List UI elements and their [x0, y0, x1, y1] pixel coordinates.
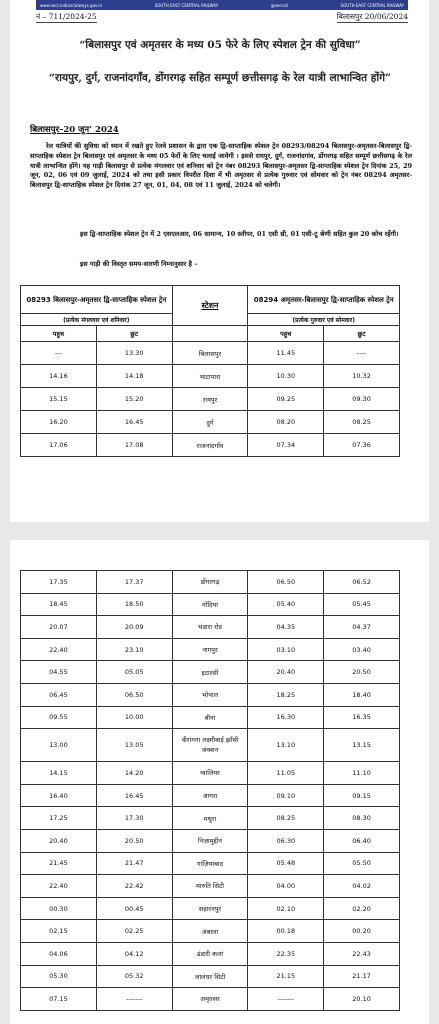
timetable-row	[21, 365, 400, 388]
down-departure-cell: 22.43	[324, 942, 400, 965]
schedule-intro: इस गाड़ी की विस्तृत समय-सारणी निम्नानुसार है –	[80, 260, 198, 268]
up-arrival-cell: 16.40	[21, 784, 97, 807]
timetable-row	[21, 784, 400, 807]
up-arrival-cell: 14.16	[21, 365, 97, 388]
down-arrival-cell: 21.15	[248, 965, 324, 988]
up-departure-cell: 00.45	[96, 897, 172, 920]
down-arrival-cell: 05.40	[248, 593, 324, 616]
timetable-row	[21, 434, 400, 457]
down-arrival-cell: 11.05	[248, 762, 324, 785]
station-cell: गाज़ियाबाद	[172, 852, 248, 875]
station-cell: इटारसी	[172, 661, 248, 684]
up-arrival-cell: 07.15	[21, 988, 97, 1011]
down-departure-cell: 03.40	[324, 638, 400, 661]
up-departure-cell: 06.50	[96, 683, 172, 706]
down-arrival-cell: 02.10	[248, 897, 324, 920]
dateline: बिलासपुर–20 जून’ 2024	[30, 125, 119, 135]
down-arrival-cell: 04.00	[248, 875, 324, 898]
timetable-part-1	[20, 285, 400, 457]
station-cell: ग्वालियर	[172, 762, 248, 785]
station-cell: ढंडारी कलां	[172, 942, 248, 965]
down-arrival-cell: 07.34	[248, 434, 324, 457]
up-arrival-cell: 09.55	[21, 706, 97, 729]
down-arrival-cell: 10.30	[248, 365, 324, 388]
letterhead-strip	[36, 0, 408, 10]
station-cell: वीरांगना लक्ष्मीबाई झाँसी जंक्शन	[172, 729, 248, 762]
up-arrival-cell: 20.40	[21, 829, 97, 852]
down-departure-cell: 13.15	[324, 729, 400, 762]
up-departure-cell: 20.50	[96, 829, 172, 852]
down-departure-cell: 08.30	[324, 807, 400, 830]
up-arrival-cell: 05.30	[21, 965, 97, 988]
station-cell: डोंगरगढ़	[172, 571, 248, 594]
up-departure-cell: 14.20	[96, 762, 172, 785]
down-arrival-cell: 08.25	[248, 807, 324, 830]
up-departure-cell: 14.18	[96, 365, 172, 388]
timetable-row	[21, 988, 400, 1011]
up-departure-cell: 13.05	[96, 729, 172, 762]
up-arrival-cell: 22.40	[21, 875, 97, 898]
down-arrival-cell: 09.10	[248, 784, 324, 807]
down-arrival-cell: 00.18	[248, 920, 324, 943]
station-cell: गोंदिया	[172, 593, 248, 616]
down-arrival-cell: 06.50	[248, 571, 324, 594]
down-departure-cell: 09.15	[324, 784, 400, 807]
down-depart-header: छुट	[324, 326, 400, 342]
timetable-row	[21, 638, 400, 661]
up-arrival-cell: 18.45	[21, 593, 97, 616]
timetable-row	[21, 875, 400, 898]
down-arrive-header: पहुच	[248, 326, 324, 342]
up-arrival-cell: 00.30	[21, 897, 97, 920]
down-departure-cell: 02.20	[324, 897, 400, 920]
up-arrival-cell: 16.20	[21, 411, 97, 434]
down-arrival-cell: 16.30	[248, 706, 324, 729]
down-departure-cell: ----	[324, 342, 400, 365]
station-cell: भोपाल	[172, 683, 248, 706]
timetable-row	[21, 616, 400, 639]
down-departure-cell: 08.25	[324, 411, 400, 434]
up-departure-cell: 18.50	[96, 593, 172, 616]
down-departure-cell: 11.10	[324, 762, 400, 785]
down-departure-cell: 07.36	[324, 434, 400, 457]
down-arrival-cell: 03.10	[248, 638, 324, 661]
station-cell: आगरा	[172, 784, 248, 807]
station-cell: निज़ामुद्दीन	[172, 829, 248, 852]
up-departure-cell: 17.08	[96, 434, 172, 457]
website-text: www.secr.indianrailways.gov.in	[40, 2, 103, 8]
down-train-header: 08294 अमृतसर-बिलासपुर द्वि-साप्ताहिक स्पेशल ट्रेन	[248, 286, 400, 314]
timetable-row	[21, 829, 400, 852]
up-arrival-cell: 17.35	[21, 571, 97, 594]
timetable-row	[21, 342, 400, 365]
station-cell: रायपुर	[172, 388, 248, 411]
timetable-row	[21, 661, 400, 684]
station-cell: सहारनपुर	[172, 897, 248, 920]
up-arrive-header: पहुच	[21, 326, 97, 342]
down-departure-cell: 21.17	[324, 965, 400, 988]
timetable-row	[21, 965, 400, 988]
up-train-days: (प्रत्येक मंगलवार एवं शनिवार)	[21, 314, 173, 326]
down-arrival-cell: 09.25	[248, 388, 324, 411]
up-departure-cell: 15.20	[96, 388, 172, 411]
up-arrival-cell: 14.15	[21, 762, 97, 785]
down-departure-cell: 16.35	[324, 706, 400, 729]
down-departure-cell: 10.32	[324, 365, 400, 388]
timetable-part-2	[20, 570, 400, 1011]
strip-railway-name: SOUTH EAST CENTRAL RAILWAY	[154, 2, 219, 8]
up-arrival-cell: 15.15	[21, 388, 97, 411]
up-arrival-cell: 21.45	[21, 852, 97, 875]
down-departure-cell: 05.50	[324, 852, 400, 875]
up-train-header: 08293 बिलासपुर-अमृतसर द्वि-साप्ताहिक स्पेशल ट्रेन	[21, 286, 173, 314]
up-arrival-cell: 13.00	[21, 729, 97, 762]
down-departure-cell: 04.37	[324, 616, 400, 639]
down-departure-cell: 06.40	[324, 829, 400, 852]
timetable-row	[21, 571, 400, 594]
letterhead-band	[36, 0, 408, 21]
station-header: स्टेशन	[172, 286, 248, 326]
up-departure-cell: 05.05	[96, 661, 172, 684]
up-arrival-cell: 02.15	[21, 920, 97, 943]
station-cell: अमृतसर	[172, 988, 248, 1011]
down-departure-cell: 04.02	[324, 875, 400, 898]
station-cell: मथुरा	[172, 807, 248, 830]
timetable-row	[21, 807, 400, 830]
up-departure-cell: 02.25	[96, 920, 172, 943]
up-departure-cell: 04.12	[96, 942, 172, 965]
station-cell: बीना	[172, 706, 248, 729]
timetable-row	[21, 897, 400, 920]
station-cell: अंबाला	[172, 920, 248, 943]
station-cell: राजनांदगाँव	[172, 434, 248, 457]
down-arrival-cell: 22.35	[248, 942, 324, 965]
body-paragraph-1: रेल यात्रियों की सुविधा को ध्यान में रखते हुए रेलवे प्रशासन के द्वारा एक द्वि-साप्ताहिक स्पेशल ट्रेन 08293/08294 बिलासपुर-अमृतसर-बिलासपुर द्वि-साप्ताहिक स्पेशल ट्रेन बिलासपुर एवं अमृतसर के मध्य 05 फेरों के लिए चलाई जायेगी । इससे रायपुर, दुर्ग, राजनांदगांव, डोंगरगढ़ सहित सम्पूर्ण छत्तीसगढ़ के रेल यात्री लाभान्वित होंगे। यह गाड़ी बिलासपुर से प्रत्येक मंगलवार एवं शनिवार को ट्रेन नंबर 08293 बिलासपुर-अमृतसर द्वि-साप्ताहिक स्पेशल ट्रेन दिनांक 25, 29 जून, 02, 06 एवं 09 जुलाई, 2024 को तथा इसी प्रकार विपरीत दिशा में भी अमृतसर से प्रत्येक गुरुवार एवं सोमवार को ट्रेन नंबर 08294 अमृतसर-बिलासपुर द्वि-साप्ताहिक स्पेशल ट्रेन दिनांक 27 जून, 01, 04, 08 एवं 11 जुलाई, 2024 को चलेगी।	[30, 142, 412, 190]
down-train-days: (प्रत्येक गुरुवार एवं सोमवार)	[248, 314, 400, 326]
timetable-row	[21, 762, 400, 785]
up-arrival-cell: 06.45	[21, 683, 97, 706]
up-departure-cell: 22.42	[96, 875, 172, 898]
up-departure-cell: 10.00	[96, 706, 172, 729]
reference-number: नं – 711/2024-25	[36, 12, 97, 21]
up-departure-cell: 17.37	[96, 571, 172, 594]
down-arrival-cell: 08.20	[248, 411, 324, 434]
station-cell: जालंधर सिटी	[172, 965, 248, 988]
up-departure-cell: 05.32	[96, 965, 172, 988]
station-blank	[172, 326, 248, 342]
down-departure-cell: 00.20	[324, 920, 400, 943]
up-arrival-cell: 20.07	[21, 616, 97, 639]
down-arrival-cell: 05.48	[248, 852, 324, 875]
down-arrival-cell: 18.25	[248, 683, 324, 706]
timetable-row	[21, 729, 400, 762]
timetable-row	[21, 920, 400, 943]
up-arrival-cell: ---	[21, 342, 97, 365]
station-cell: मारुति सिटी	[172, 875, 248, 898]
station-cell: भाटापारा	[172, 365, 248, 388]
up-departure-cell: 21.47	[96, 852, 172, 875]
down-arrival-cell: 20.40	[248, 661, 324, 684]
up-departure-cell: 16.45	[96, 784, 172, 807]
up-departure-cell: -------	[96, 988, 172, 1011]
body-paragraph-2: इस द्वि-साप्ताहिक स्पेशल ट्रेन में 2 एसएलआर, 06 सामान्य, 10 स्लीपर, 01 एसी थ्री, 01 एसी-टू श्रेणी सहित कुल 20 कोच रहेंगी।	[80, 230, 399, 238]
down-arrival-cell: 13.10	[248, 729, 324, 762]
social-handle: @secrail	[270, 2, 288, 8]
strip-railway-name-right: SOUTH EAST CENTRAL RAILWAY	[340, 2, 404, 8]
down-departure-cell: 20.50	[324, 661, 400, 684]
press-release-subtitle: “रायपुर, दुर्ग, राजनांदगाँव, डोंगरगढ़ सहित सम्पूर्ण छत्तीसगढ़ के रेल यात्री लाभान्वित होंगे”	[48, 72, 392, 84]
timetable-row	[21, 852, 400, 875]
down-arrival-cell: 11.45	[248, 342, 324, 365]
up-arrival-cell: 04.06	[21, 942, 97, 965]
up-departure-cell: 13.30	[96, 342, 172, 365]
up-departure-cell: 16.45	[96, 411, 172, 434]
down-departure-cell: 20.10	[324, 988, 400, 1011]
timetable-row	[21, 942, 400, 965]
down-departure-cell: 06.52	[324, 571, 400, 594]
down-arrival-cell: 06.30	[248, 829, 324, 852]
station-cell: भंडारा रोड	[172, 616, 248, 639]
down-arrival-cell: -------	[248, 988, 324, 1011]
up-depart-header: छुट	[96, 326, 172, 342]
down-departure-cell: 05.45	[324, 593, 400, 616]
timetable-row	[21, 706, 400, 729]
press-release-title: “बिलासपुर एवं अमृतसर के मध्य 05 फेरे के लिए स्पेशल ट्रेन की सुविधा”	[79, 39, 361, 51]
up-arrival-cell: 04.55	[21, 661, 97, 684]
station-cell: नागपुर	[172, 638, 248, 661]
station-cell: बिलासपुर	[172, 342, 248, 365]
down-departure-cell: 09.30	[324, 388, 400, 411]
timetable-row	[21, 683, 400, 706]
up-departure-cell: 17.30	[96, 807, 172, 830]
down-departure-cell: 18.40	[324, 683, 400, 706]
reference-date: बिलासपुर 20/06/2024	[336, 12, 408, 21]
timetable-row	[21, 593, 400, 616]
timetable-row	[21, 388, 400, 411]
reference-row	[36, 12, 408, 23]
up-departure-cell: 23.10	[96, 638, 172, 661]
down-arrival-cell: 04.35	[248, 616, 324, 639]
up-arrival-cell: 17.25	[21, 807, 97, 830]
station-cell: दुर्ग	[172, 411, 248, 434]
up-arrival-cell: 22.40	[21, 638, 97, 661]
up-arrival-cell: 17.06	[21, 434, 97, 457]
timetable-row	[21, 411, 400, 434]
up-departure-cell: 20.09	[96, 616, 172, 639]
